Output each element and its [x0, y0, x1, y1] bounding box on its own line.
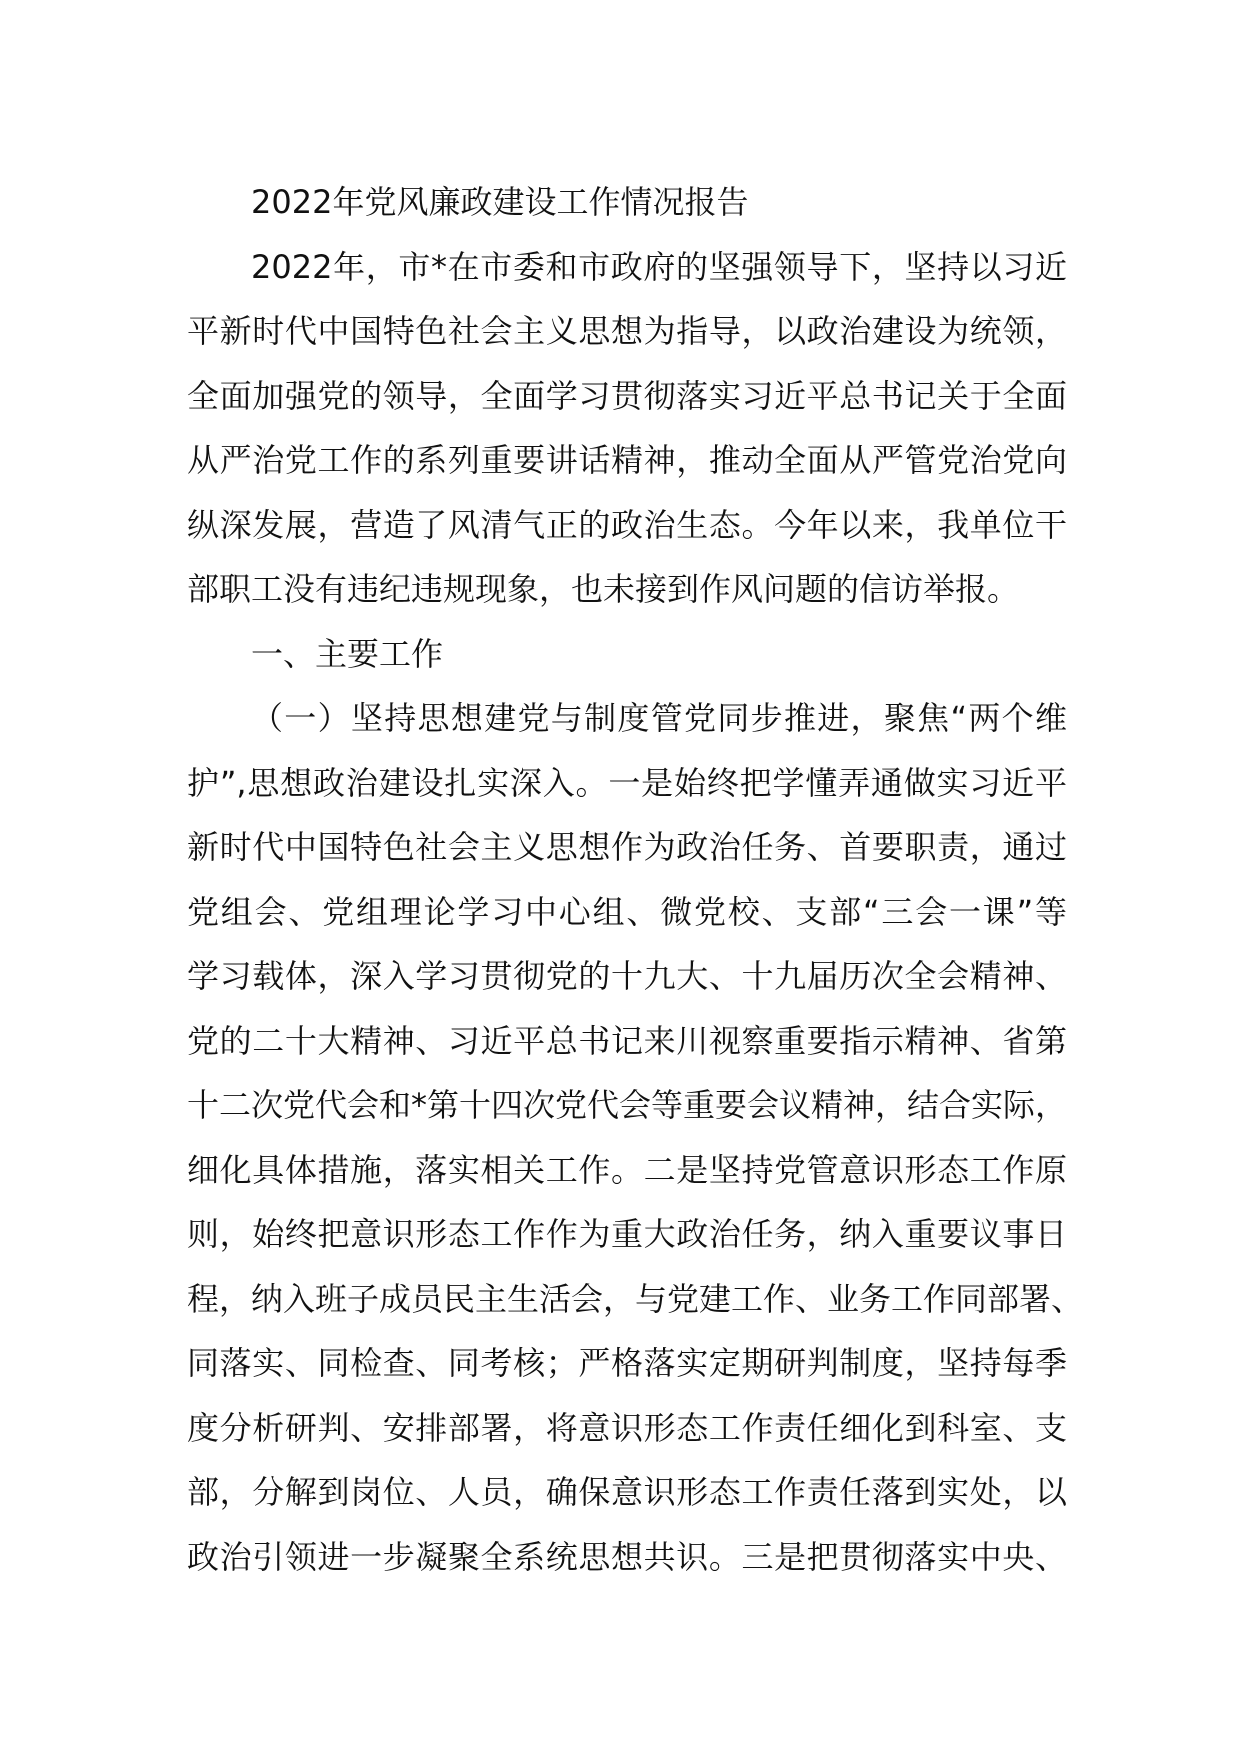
section-line: 党组会、党组理论学习中心组、微党校、支部“三会一课”等	[187, 892, 1067, 931]
section-line: 同落实、同检查、同考核；严格落实定期研判制度，坚持每季	[187, 1344, 1067, 1382]
intro-line: 平新时代中国特色社会主义思想为指导，以政治建设为统领，	[187, 312, 1067, 350]
section-line: （一）坚持思想建党与制度管党同步推进，聚焦“两个维	[251, 699, 1067, 737]
section-line: 学习载体，深入学习贯彻党的十九大、十九届历次全会精神、	[187, 957, 1067, 995]
intro-line: 2022年，市*在市委和市政府的坚强领导下，坚持以习近	[251, 247, 1067, 286]
section-heading: 一、主要工作	[251, 634, 444, 673]
section-line: 则，始终把意识形态工作作为重大政治任务，纳入重要议事日	[187, 1215, 1067, 1253]
document-body	[187, 170, 1084, 1589]
section-line: 细化具体措施，落实相关工作。二是坚持党管意识形态工作原	[187, 1150, 1067, 1189]
section-line: 政治引领进一步凝聚全系统思想共识。三是把贯彻落实中央、	[187, 1537, 1067, 1576]
intro-line: 纵深发展，营造了风清气正的政治生态。今年以来，我单位干	[187, 505, 1067, 544]
section-line: 十二次党代会和*第十四次党代会等重要会议精神，结合实际，	[187, 1086, 1068, 1124]
intro-line: 部职工没有违纪违规现象，也未接到作风问题的信访举报。	[187, 570, 1020, 608]
section-line: 程，纳入班子成员民主生活会，与党建工作、业务工作同部署、	[187, 1279, 1084, 1318]
intro-line: 从严治党工作的系列重要讲话精神，推动全面从严管党治党向	[187, 441, 1067, 479]
section-line: 护”,思想政治建设扎实深入。一是始终把学懂弄通做实习近平	[187, 763, 1067, 802]
section-line: 新时代中国特色社会主义思想作为政治任务、首要职责，通过	[187, 828, 1067, 866]
intro-line: 全面加强党的领导，全面学习贯彻落实习近平总书记关于全面	[187, 376, 1067, 415]
section-line: 部，分解到岗位、人员，确保意识形态工作责任落到实处，以	[187, 1473, 1067, 1511]
section-line: 党的二十大精神、习近平总书记来川视察重要指示精神、省第	[187, 1021, 1067, 1060]
document-title: 2022年党风廉政建设工作情况报告	[251, 183, 749, 221]
section-line: 度分析研判、安排部署，将意识形态工作责任细化到科室、支	[187, 1408, 1067, 1447]
